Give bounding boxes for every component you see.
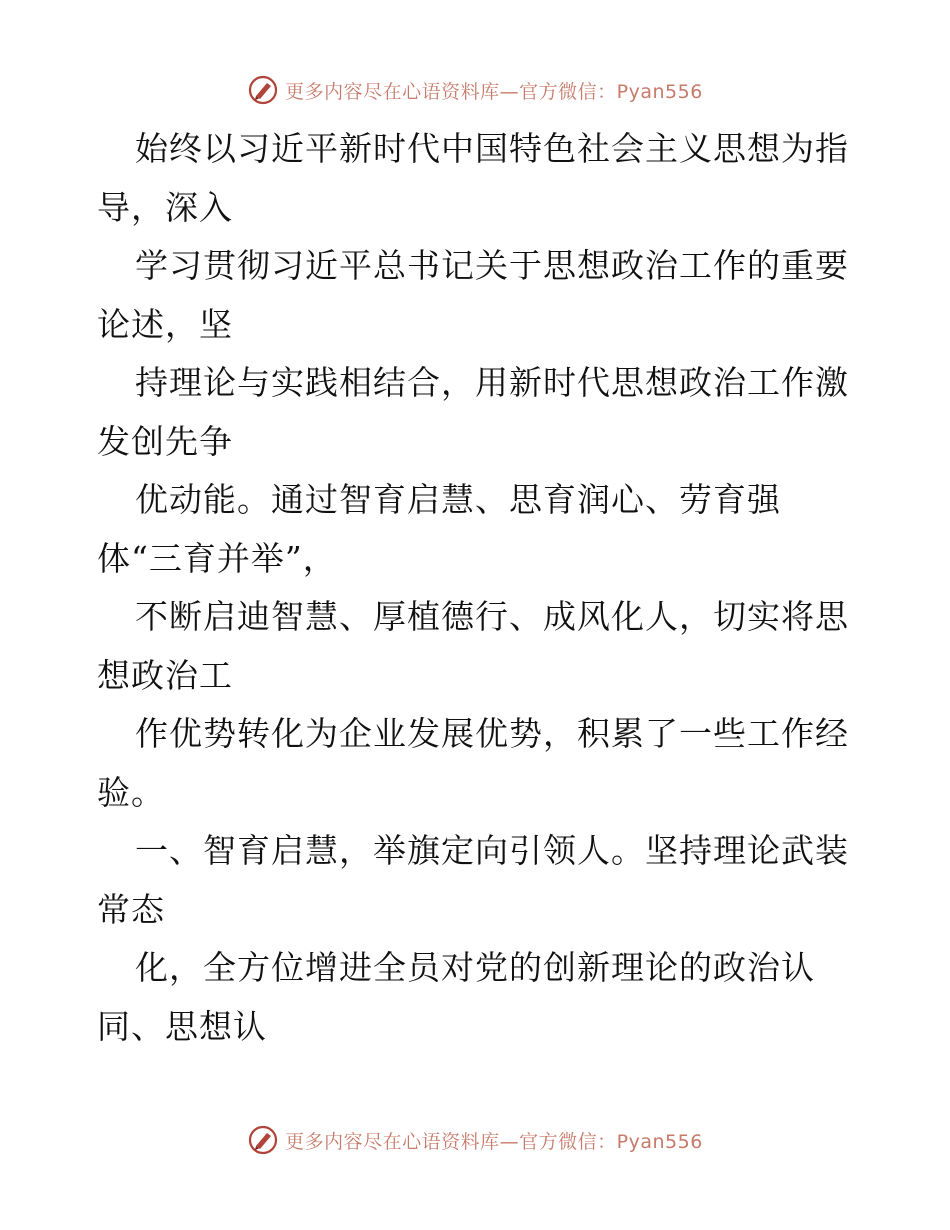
text-line: 导，深入 xyxy=(97,187,233,227)
text-line: 始终以习近平新时代中国特色社会主义思想为指 xyxy=(135,129,849,168)
text-line: 想政治工 xyxy=(97,655,233,695)
text-line: 一、智育启慧，举旗定向引领人。坚持理论武装 xyxy=(135,831,849,870)
text-line: 优动能。通过智育启慧、思育润心、劳育强 xyxy=(135,480,781,519)
text-line: 常态 xyxy=(97,889,165,929)
text-line: 化，全方位增进全员对党的创新理论的政治认 xyxy=(135,948,815,987)
watermark-text: 更多内容尽在心语资料库—官方微信：Pyan556 xyxy=(285,1130,703,1153)
text-line: 不断启迪智慧、厚植德行、成风化人，切实将思 xyxy=(135,597,849,636)
text-line: 作优势转化为企业发展优势，积累了一些工作经 xyxy=(135,714,849,753)
watermark-text: 更多内容尽在心语资料库—官方微信：Pyan556 xyxy=(285,80,703,103)
text-line: 验。 xyxy=(97,772,165,812)
footer-watermark xyxy=(0,1120,950,1160)
text-line: 同、思想认 xyxy=(97,1006,267,1046)
header-watermark xyxy=(0,70,950,110)
pen-logo-icon xyxy=(247,74,279,106)
text-line: 发创先争 xyxy=(97,421,233,461)
text-line: 论述，坚 xyxy=(97,304,233,344)
pen-logo-icon xyxy=(247,1124,279,1156)
text-line: 体“三育并举”， xyxy=(97,538,337,578)
text-line: 学习贯彻习近平总书记关于思想政治工作的重要 xyxy=(135,246,849,285)
text-line: 持理论与实践相结合，用新时代思想政治工作激 xyxy=(135,363,849,402)
document-body xyxy=(97,120,857,1056)
